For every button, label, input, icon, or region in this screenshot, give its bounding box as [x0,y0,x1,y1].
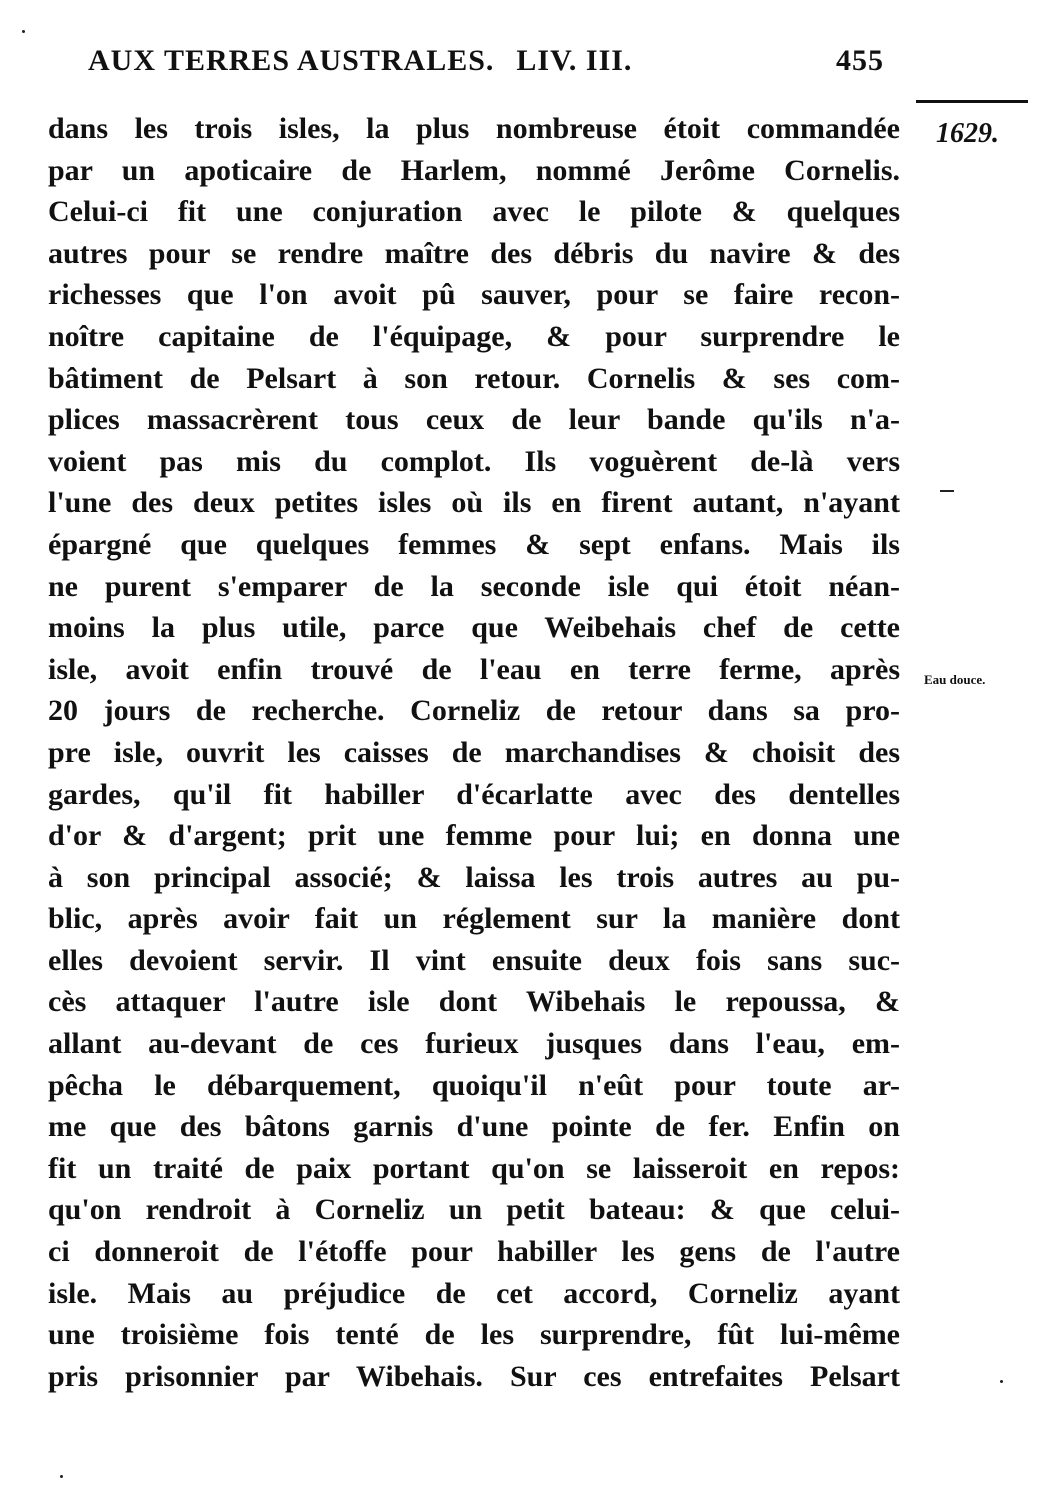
text-line-1: dans les trois isles, la plus nombreuse étoit commandée [48,112,900,145]
running-head [88,44,888,94]
text-line-6: noître capitaine de l'équipage, & pour surprendre le [48,319,900,353]
text-line-13: moins la plus utile, parce que Weibehais chef de cette [48,611,900,645]
text-line-16: pre isle, ouvrit les caisses de marchandises & choisit des [48,735,900,769]
text-line-23: allant au-devant de ces furieux jusques dans l'eau, em- [48,1027,900,1061]
text-line-15: 20 jours de recherche. Corneliz de retour dans sa pro- [48,694,900,728]
running-head-book: LIV. III. [516,44,633,77]
margin-year: 1629. [936,118,999,149]
text-line-29: isle. Mais au préjudice de cet accord, Corneliz ayant [48,1276,900,1310]
text-line-24: pêcha le débarquement, quoiqu'il n'eût pour toute ar- [48,1068,900,1102]
text-line-2: par un apoticaire de Harlem, nommé Jerôme Cornelis. [48,153,900,187]
page-number: 455 [836,44,884,77]
running-head-title: AUX TERRES AUSTRALES. [88,44,495,77]
text-line-9: voient pas mis du complot. Ils voguèrent de-là vers [48,444,900,478]
scan-speck [22,30,25,33]
text-line-19: à son principal associé; & laissa les trois autres au pu- [48,860,900,894]
scan-speck [60,1475,63,1478]
text-line-3: Celui-ci fit une conjuration avec le pilote & quelques [48,195,900,229]
margin-note: Eau douce. [924,672,986,687]
text-line-31: pris prisonnier par Wibehais. Sur ces entrefaites Pelsart [48,1359,900,1393]
margin-rule [916,100,1028,103]
text-line-21: elles devoient servir. Il vint ensuite deux fois sans suc- [48,943,900,977]
text-line-5: richesses que l'on avoit pû sauver, pour se faire recon- [48,278,900,312]
text-line-8: plices massacrèrent tous ceux de leur bande qu'ils n'a- [48,403,900,437]
text-line-30: une troisième fois tenté de les surprendre, fût lui-même [48,1318,900,1352]
text-line-22: cès attaquer l'autre isle dont Wibehais le repoussa, & [48,985,900,1019]
scan-speck [940,490,954,492]
text-line-10: l'une des deux petites isles où ils en firent autant, n'ayant [48,486,900,520]
text-line-14: isle, avoit enfin trouvé de l'eau en terre ferme, après [48,652,900,686]
body-text [48,108,900,1397]
text-line-25: me que des bâtons garnis d'une pointe de fer. Enfin on [48,1110,900,1144]
scan-speck [1000,1380,1003,1383]
text-line-20: blic, après avoir fait un réglement sur la manière dont [48,902,900,936]
text-line-18: d'or & d'argent; prit une femme pour lui; en donna une [48,819,900,853]
text-line-4: autres pour se rendre maître des débris du navire & des [48,236,900,270]
text-line-17: gardes, qu'il fit habiller d'écarlatte avec des dentelles [48,777,900,811]
text-line-7: bâtiment de Pelsart à son retour. Cornelis & ses com- [48,361,900,395]
text-line-26: fit un traité de paix portant qu'on se laisseroit en repos: [48,1151,900,1185]
text-line-27: qu'on rendroit à Corneliz un petit bateau: & que celui- [48,1193,900,1227]
text-line-12: ne purent s'emparer de la seconde isle qui étoit néan- [48,569,900,603]
text-line-28: ci donneroit de l'étoffe pour habiller les gens de l'autre [48,1235,900,1269]
text-line-11: épargné que quelques femmes & sept enfans. Mais ils [48,527,900,561]
